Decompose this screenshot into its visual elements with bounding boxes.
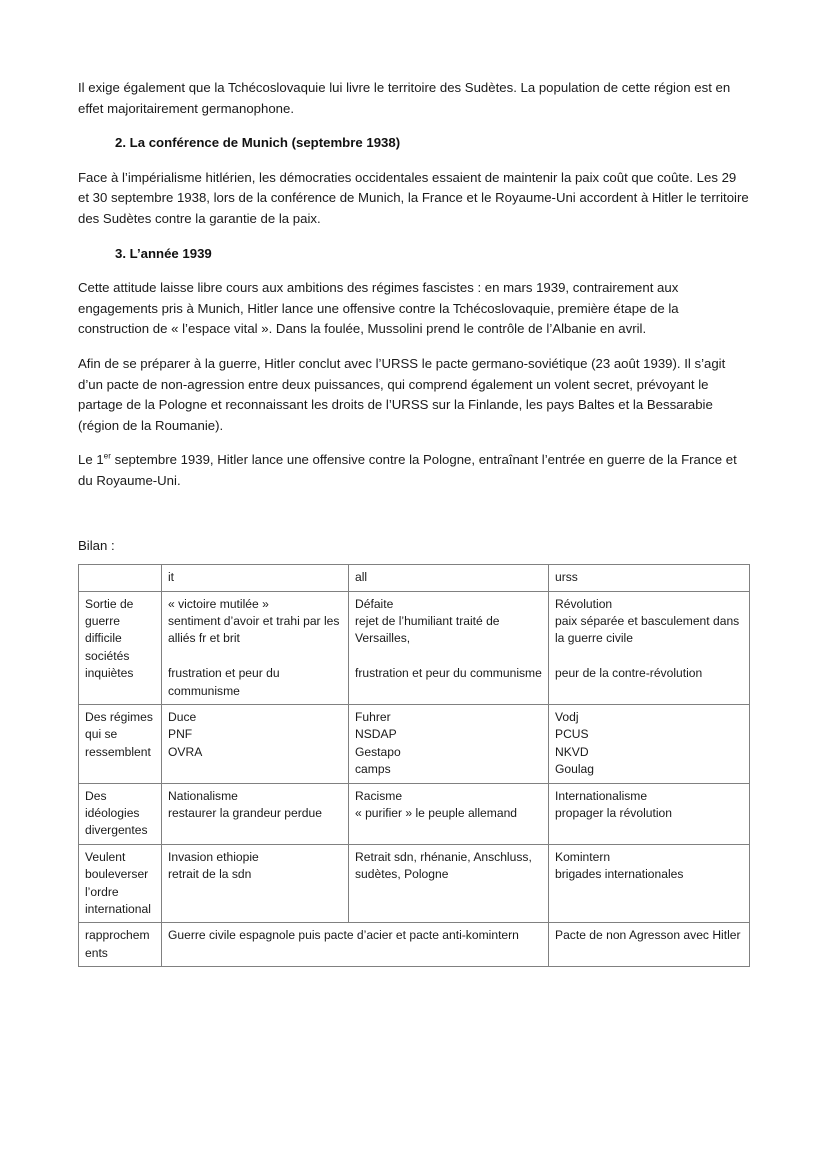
cell-line: NSDAP: [355, 727, 397, 742]
cell-bouleverser-urss: [549, 844, 750, 923]
table-header-row: [79, 565, 750, 591]
row-label-rapprochements: [79, 923, 162, 967]
row-label-sortie-de-guerre: [79, 591, 162, 704]
paragraph-1er-septembre-1939: [78, 450, 750, 491]
cell-line: paix séparée et basculement dans la guerre civile: [555, 613, 740, 646]
cell-blank-line: [355, 648, 543, 665]
table-row: [79, 591, 750, 704]
row-label-text: Sortie de guerre difficile sociétés inquiètes: [85, 596, 134, 681]
cell-line: Internationalisme: [555, 788, 648, 803]
row-label-des-regimes: [79, 704, 162, 783]
cell-line: Gestapo: [355, 744, 401, 759]
cell-line: frustration et peur du communisme: [168, 666, 280, 698]
ordinal-suffix: er: [103, 451, 111, 461]
paragraph-sudetes: Il exige également que la Tchécoslovaquie lui livre le territoire des Sudètes. La population de cette région est en effet majoritairement germanophone.: [78, 80, 731, 116]
cell-sortie-all: [349, 591, 549, 704]
cell-rapprochements-it-all: [162, 923, 549, 967]
cell-line: Retrait sdn, rhénanie, Anschluss, sudètes, Pologne: [355, 849, 532, 882]
paragraph-rest: septembre 1939, Hitler lance une offensive contre la Pologne, entraînant l’entrée en guerre de la France et du Royaume-Uni.: [78, 452, 737, 488]
cell-line: rejet de l’humiliant traité de Versailles,: [355, 613, 500, 646]
table-header-all: all: [349, 565, 549, 591]
paragraph-ambitions-fascistes: Cette attitude laisse libre cours aux ambitions des régimes fascistes : en mars 1939, contrairement aux engagements pris à Munich, Hitler lance une offensive contre la Tchécoslovaquie, première étape de la construction de « l’espace vital ». Dans la foulée, Mussolini prend le contrôle de l’Albanie en avril.: [78, 280, 679, 337]
paragraph-pacte-germano-sovietique: Afin de se préparer à la guerre, Hitler conclut avec l’URSS le pacte germano-soviétique (23 août 1939). Il s’agit d’un pacte de non-agression entre deux puissances, qui comprend également un volent secret, prévoyant le partage de la Pologne et reconnaissant les droits de l’URSS sur la Finlande, les pays Baltes et la Bessarabie (région de la Roumanie).: [78, 355, 726, 433]
row-label-text: Veulent bouleverser l’ordre international: [85, 849, 151, 916]
cell-line: Goulag: [555, 762, 594, 777]
table-header-empty: [79, 565, 162, 591]
row-label-text: Des idéologies divergentes: [85, 788, 148, 838]
document-content: [78, 78, 750, 967]
table-row: [79, 783, 750, 844]
cell-line: NKVD: [555, 744, 589, 759]
row-label-des-ideologies: [79, 783, 162, 844]
cell-regimes-urss: [549, 704, 750, 783]
table-header-it: it: [162, 565, 349, 591]
cell-line: « victoire mutilée »: [168, 596, 269, 611]
cell-line: Défaite: [355, 596, 394, 611]
cell-regimes-all: [349, 704, 549, 783]
paragraph-imperialisme-hitlerien: Face à l’impérialisme hitlérien, les démocraties occidentales essaient de maintenir la paix coût que coûte. Les 29 et 30 septembre 1938, lors de la conférence de Munich, la France et le Royaume-Uni accordent à Hitler le territoire des Sudètes contre la garantie de la paix.: [78, 169, 749, 226]
bilan-label: Bilan :: [78, 537, 115, 553]
row-label-veulent-bouleverser: [79, 844, 162, 923]
cell-line: retrait de la sdn: [168, 867, 252, 882]
cell-line: Duce: [168, 709, 197, 724]
cell-ideologies-urss: [549, 783, 750, 844]
cell-line: Nationalisme: [168, 788, 238, 803]
cell-line: Vodj: [555, 709, 579, 724]
cell-blank-line: [555, 648, 744, 665]
cell-rapprochements-urss: [549, 923, 750, 967]
cell-line: Guerre civile espagnole puis pacte d’acier et pacte anti-komintern: [168, 928, 519, 943]
cell-line: Fuhrer: [355, 709, 391, 724]
cell-line: sentiment d’avoir et trahi par les alliés fr et brit: [168, 613, 340, 646]
table-row: [79, 844, 750, 923]
paragraph-prefix: Le 1: [78, 452, 104, 468]
cell-ideologies-all: [349, 783, 549, 844]
cell-line: camps: [355, 762, 391, 777]
cell-line: Komintern: [555, 849, 611, 864]
bilan-table: [78, 564, 750, 967]
cell-ideologies-it: [162, 783, 349, 844]
cell-line: restaurer la grandeur perdue: [168, 805, 322, 820]
cell-line: PCUS: [555, 727, 589, 742]
cell-line: peur de la contre-révolution: [555, 666, 703, 681]
cell-sortie-urss: [549, 591, 750, 704]
cell-regimes-it: [162, 704, 349, 783]
cell-bouleverser-it: [162, 844, 349, 923]
heading-conference-munich: 2. La conférence de Munich (septembre 1938): [115, 135, 401, 151]
heading-annee-1939: 3. L’année 1939: [115, 245, 212, 261]
cell-line: OVRA: [168, 744, 203, 759]
cell-sortie-it: [162, 591, 349, 704]
cell-line: propager la révolution: [555, 805, 672, 820]
row-label-text: rapprochements: [85, 928, 150, 960]
cell-blank-line: [168, 648, 343, 665]
cell-line: Invasion ethiopie: [168, 849, 259, 864]
cell-line: PNF: [168, 727, 193, 742]
spacer: [78, 506, 750, 536]
cell-bouleverser-all: [349, 844, 549, 923]
cell-line: brigades internationales: [555, 867, 684, 882]
cell-line: Pacte de non Agresson avec Hitler: [555, 928, 741, 943]
cell-line: Révolution: [555, 596, 613, 611]
table-row: [79, 704, 750, 783]
cell-line: « purifier » le peuple allemand: [355, 805, 518, 820]
row-label-text: Des régimes qui se ressemblent: [85, 709, 153, 759]
table-row: [79, 923, 750, 967]
cell-line: Racisme: [355, 788, 403, 803]
cell-line: frustration et peur du communisme: [355, 666, 542, 681]
table-header-urss: urss: [549, 565, 750, 591]
